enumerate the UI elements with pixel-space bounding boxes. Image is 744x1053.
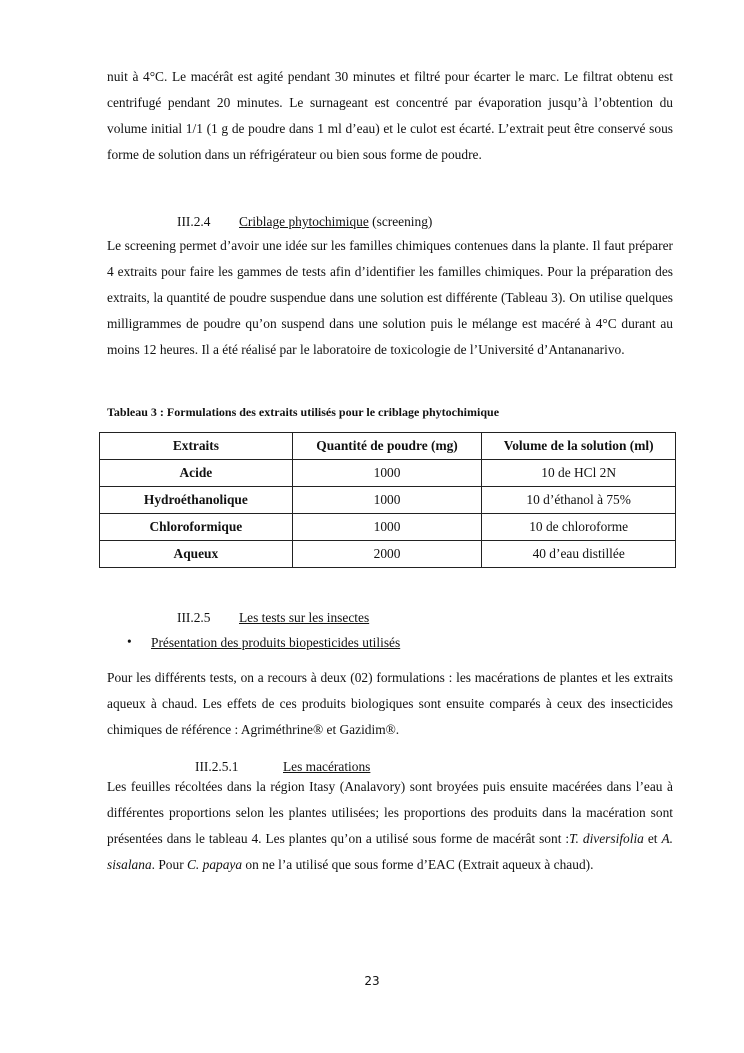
section-number: III.2.5: [177, 610, 211, 625]
table-cell: Hydroéthanolique: [100, 487, 293, 514]
table-cell: 2000: [292, 541, 482, 568]
table-cell: Aqueux: [100, 541, 293, 568]
paragraph-macerations: [107, 774, 673, 878]
species-name: T. diversifolia: [569, 831, 644, 846]
paragraph-text: Les feuilles récoltées dans la région Itasy (Analavory) sont broyées puis ensuite macérées dans l’eau à différentes proportions selon les plantes utilisées; les proportions des produits dans la macération sont présentées dans le tableau 4. Les plantes qu’on a utilisé sous forme de macérât sont :: [107, 779, 673, 846]
page-number: 23: [364, 974, 380, 988]
table-cell: Acide: [100, 460, 293, 487]
section-number: III.2.5.1: [195, 759, 239, 774]
extracts-table: [99, 432, 676, 568]
table-cell: 1000: [292, 514, 482, 541]
paragraph-text: on ne l’a utilisé que sous forme d’EAC (Extrait aqueux à chaud).: [242, 857, 594, 872]
table-cell: 1000: [292, 487, 482, 514]
section-heading-2-5: [177, 609, 369, 627]
table-row: [100, 487, 676, 514]
section-title: Criblage phytochimique: [239, 214, 369, 229]
table-caption: Tableau 3 : Formulations des extraits utilisés pour le criblage phytochimique: [107, 405, 500, 419]
paragraph-text: et: [643, 831, 662, 846]
table-header-cell: Volume de la solution (ml): [482, 433, 676, 460]
table-header-row: [100, 433, 676, 460]
table-header-cell: Extraits: [100, 433, 293, 460]
paragraph-screening: Le screening permet d’avoir une idée sur les familles chimiques contenues dans la plante. Il faut préparer 4 extraits pour faire les gammes de tests afin d’identifier les familles chimiques. Pour la préparation des extraits, la quantité de poudre suspendue dans une solution est différente (Tableau 3). On utilise quelques milligrammes de poudre qu’on suspend dans une solution puis le mélange est macéré à 4°C durant au moins 12 heures. Il a été réalisé par le laboratoire de toxicologie de l’Université d’Antananarivo.: [107, 238, 673, 357]
paragraph-extraction: nuit à 4°C. Le macérât est agité pendant 30 minutes et filtré pour écarter le marc. Le filtrat obtenu est centrifugé pendant 20 minutes. Le surnageant est concentré par évaporation jusqu’à l’obtention du volume initial 1/1 (1 g de poudre dans 1 ml d’eau) et le culot est écarté. L’extrait peut être conservé sous forme de solution dans un réfrigérateur ou bien sous forme de poudre.: [107, 69, 673, 162]
table-cell: 10 d’éthanol à 75%: [482, 487, 676, 514]
table-cell: 10 de chloroforme: [482, 514, 676, 541]
table-header-cell: Quantité de poudre (mg): [292, 433, 482, 460]
species-name: C. papaya: [187, 857, 243, 872]
bullet-icon: •: [127, 634, 132, 649]
paragraph-text: . Pour: [151, 857, 187, 872]
table-cell: 1000: [292, 460, 482, 487]
table-cell: Chloroformique: [100, 514, 293, 541]
paragraph-formulations: Pour les différents tests, on a recours à deux (02) formulations : les macérations de plantes et les extraits aqueux à chaud. Les effets de ces produits biologiques sont ensuite comparés à ceux des insecticides chimiques de référence : Agriméthrine® et Gazidim®.: [107, 670, 673, 737]
section-title: Les tests sur les insectes: [239, 610, 370, 625]
bullet-item: Présentation des produits biopesticides utilisés: [151, 635, 401, 650]
section-heading-2-4: [177, 213, 432, 231]
section-title-suffix: (screening): [368, 214, 433, 229]
table-row: [100, 514, 676, 541]
table-row: [100, 541, 676, 568]
section-title: Les macérations: [283, 759, 371, 774]
table-cell: 10 de HCl 2N: [482, 460, 676, 487]
table-row: [100, 460, 676, 487]
section-number: III.2.4: [177, 214, 211, 229]
table-cell: 40 d’eau distillée: [482, 541, 676, 568]
species-name: A. sisalana: [107, 831, 673, 872]
